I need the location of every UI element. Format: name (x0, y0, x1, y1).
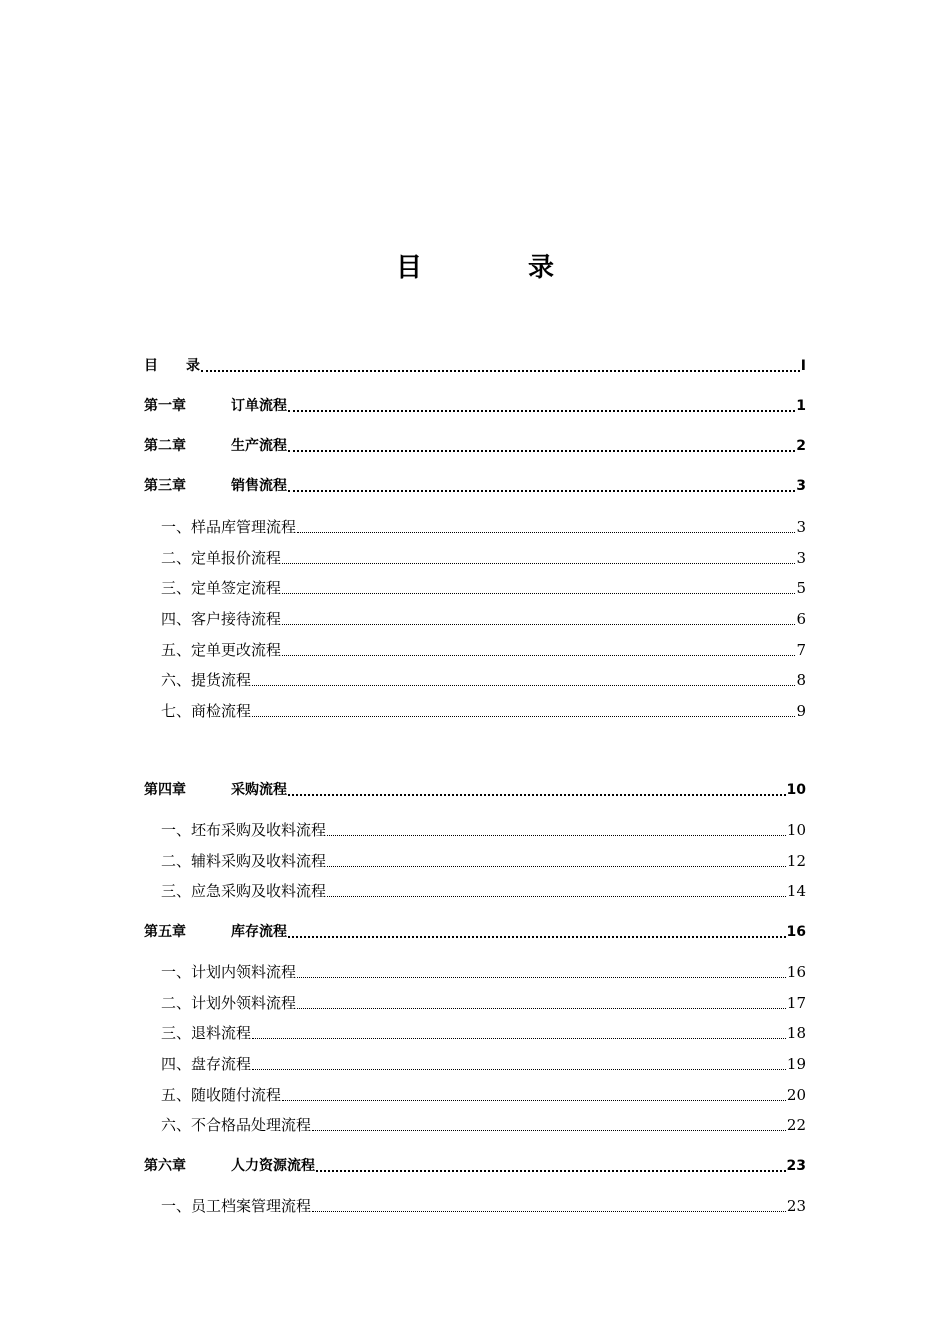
entry-title: 订单流程 (231, 398, 287, 414)
dot-leader (297, 532, 795, 533)
entry-title: 一、坯布采购及收料流程 (161, 821, 327, 839)
entry-title: 六、提货流程 (161, 671, 252, 689)
dot-leader (327, 896, 786, 897)
dot-leader (297, 1008, 786, 1009)
entry-title: 四、客户接待流程 (161, 610, 282, 628)
entry-title: 一、计划内领料流程 (161, 963, 297, 981)
entry-title: 七、商检流程 (161, 702, 252, 720)
toc-section-entry[interactable] (144, 515, 806, 537)
toc-chapter-entry[interactable] (144, 778, 806, 800)
toc-chapter-entry[interactable] (144, 434, 806, 456)
entry-title: 六、不合格品处理流程 (161, 1116, 312, 1134)
chapter-number: 目 (144, 358, 158, 374)
page-number: 16 (786, 963, 806, 981)
page-number: 6 (796, 610, 806, 628)
page-number: 9 (796, 702, 806, 720)
entry-title: 二、辅料采购及收料流程 (161, 852, 327, 870)
toc-section-entry[interactable] (144, 1194, 806, 1216)
dot-leader (312, 1130, 786, 1131)
entry-title: 采购流程 (231, 782, 287, 798)
entry-title: 二、计划外领料流程 (161, 994, 297, 1012)
chapter-number: 第六章 (144, 1158, 186, 1174)
dot-leader (288, 490, 795, 492)
dot-leader (312, 1211, 786, 1212)
chapter-number: 第一章 (144, 398, 186, 414)
toc-section-entry[interactable] (144, 638, 806, 660)
toc-chapter-entry[interactable] (144, 474, 806, 496)
entry-title: 一、员工档案管理流程 (161, 1197, 312, 1215)
toc-section-entry[interactable] (144, 991, 806, 1013)
page-number: 19 (786, 1055, 806, 1073)
entry-title: 人力资源流程 (231, 1158, 315, 1174)
entry-title: 录 (186, 358, 200, 374)
page-number: 16 (786, 924, 806, 940)
page-number: 17 (786, 994, 806, 1012)
page-number: 3 (796, 549, 806, 567)
toc-section-entry[interactable] (144, 607, 806, 629)
toc-section-entry[interactable] (144, 1113, 806, 1135)
chapter-number: 第三章 (144, 478, 186, 494)
page-number: 14 (786, 882, 806, 900)
entry-title: 三、退料流程 (161, 1024, 252, 1042)
toc-chapter-entry[interactable] (144, 1154, 806, 1176)
page-number: 23 (786, 1197, 806, 1215)
dot-leader (288, 794, 786, 796)
page-number: I (800, 358, 806, 374)
toc-section-entry[interactable] (144, 546, 806, 568)
toc-section-entry[interactable] (144, 849, 806, 871)
entry-title: 四、盘存流程 (161, 1055, 252, 1073)
dot-leader (327, 835, 786, 836)
chapter-number: 第五章 (144, 924, 186, 940)
page-number: 22 (786, 1116, 806, 1134)
dot-leader (282, 655, 795, 656)
entry-title: 库存流程 (231, 924, 287, 940)
dot-leader (282, 624, 795, 625)
page-number: 23 (786, 1158, 806, 1174)
page-number: 3 (796, 518, 806, 536)
page-number: 7 (796, 641, 806, 659)
toc-chapter-entry[interactable] (144, 354, 806, 376)
page-number: 18 (786, 1024, 806, 1042)
dot-leader (252, 716, 795, 717)
toc-section-entry[interactable] (144, 818, 806, 840)
toc-section-entry[interactable] (144, 576, 806, 598)
chapter-number: 第四章 (144, 782, 186, 798)
toc-section-entry[interactable] (144, 879, 806, 901)
dot-leader (252, 1069, 786, 1070)
toc-chapter-entry[interactable] (144, 394, 806, 416)
page-number: 3 (796, 478, 806, 494)
dot-leader (288, 410, 795, 412)
entry-title: 三、定单签定流程 (161, 579, 282, 597)
toc-section-entry[interactable] (144, 960, 806, 982)
toc-section-entry[interactable] (144, 1083, 806, 1105)
entry-title: 生产流程 (231, 438, 287, 454)
page-number: 5 (796, 579, 806, 597)
page-title: 目 录 (395, 253, 594, 283)
dot-leader (297, 977, 786, 978)
dot-leader (282, 1100, 786, 1101)
dot-leader (201, 370, 800, 372)
page-number: 1 (796, 398, 806, 414)
entry-title: 五、定单更改流程 (161, 641, 282, 659)
dot-leader (288, 450, 795, 452)
toc-section-entry[interactable] (144, 1052, 806, 1074)
page-number: 10 (786, 782, 806, 798)
toc-section-entry[interactable] (144, 1021, 806, 1043)
chapter-number: 第二章 (144, 438, 186, 454)
entry-title: 三、应急采购及收料流程 (161, 882, 327, 900)
page-number: 10 (786, 821, 806, 839)
dot-leader (288, 936, 786, 938)
dot-leader (316, 1170, 786, 1172)
page-number: 12 (786, 852, 806, 870)
dot-leader (252, 685, 795, 686)
page-number: 2 (796, 438, 806, 454)
dot-leader (327, 866, 786, 867)
page-number: 20 (786, 1086, 806, 1104)
entry-title: 五、随收随付流程 (161, 1086, 282, 1104)
entry-title: 二、定单报价流程 (161, 549, 282, 567)
toc-section-entry[interactable] (144, 699, 806, 721)
dot-leader (282, 593, 795, 594)
entry-title: 一、样品库管理流程 (161, 518, 297, 536)
toc-section-entry[interactable] (144, 668, 806, 690)
dot-leader (282, 563, 795, 564)
page-number: 8 (796, 671, 806, 689)
dot-leader (252, 1038, 786, 1039)
entry-title: 销售流程 (231, 478, 287, 494)
toc-chapter-entry[interactable] (144, 920, 806, 942)
